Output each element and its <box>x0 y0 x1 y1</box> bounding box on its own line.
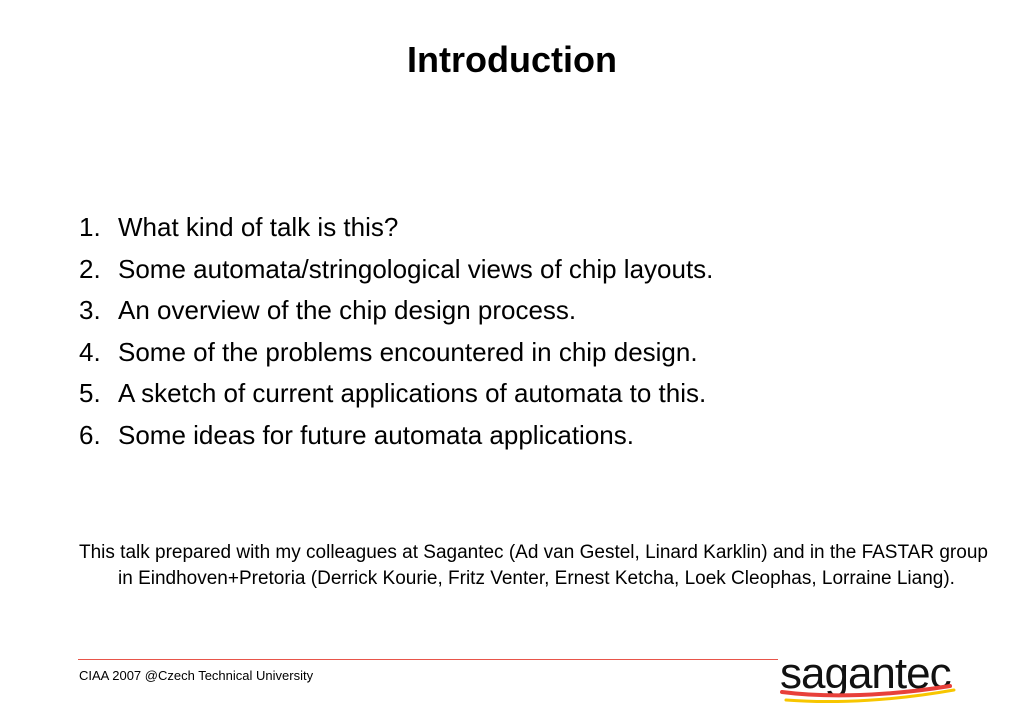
logo-swoosh-icon <box>778 680 958 706</box>
agenda-item-text: A sketch of current applications of automata to this. <box>118 378 707 408</box>
agenda-item-number: 1. <box>79 212 101 242</box>
agenda-item-text: What kind of talk is this? <box>118 212 399 242</box>
agenda-item-number: 4. <box>79 336 101 367</box>
agenda-item-number: 3. <box>79 295 101 325</box>
agenda-item <box>79 415 979 457</box>
agenda-item-number: 5. <box>79 378 101 408</box>
agenda-item <box>79 249 979 291</box>
agenda-item-text: Some ideas for future automata applications. <box>118 419 634 450</box>
sagantec-logo <box>778 650 958 706</box>
agenda-item <box>79 373 979 415</box>
logo-wordmark: sagantec <box>780 649 951 698</box>
credits-note: This talk prepared with my colleagues at Sagantec (Ad van Gestel, Linard Karklin) and in the FASTAR group in Eindhoven+Pretoria (Derrick Kourie, Fritz Venter, Ernest Ketcha, Loek Cleophas, Lorraine Liang). <box>79 542 988 589</box>
footer-divider <box>78 659 778 660</box>
agenda-list <box>79 207 979 456</box>
agenda-item-number: 2. <box>79 253 101 284</box>
agenda-item-number: 6. <box>79 419 101 450</box>
agenda-item <box>79 207 979 249</box>
agenda-item-text: Some of the problems encountered in chip design. <box>118 336 698 367</box>
agenda-item-text: Some automata/stringological views of chip layouts. <box>118 253 714 284</box>
agenda-item-text: An overview of the chip design process. <box>118 295 577 325</box>
footer-text: CIAA 2007 @Czech Technical University <box>79 668 314 683</box>
agenda-item <box>79 290 979 332</box>
slide-title: Introduction <box>407 39 617 80</box>
agenda-item <box>79 332 979 374</box>
